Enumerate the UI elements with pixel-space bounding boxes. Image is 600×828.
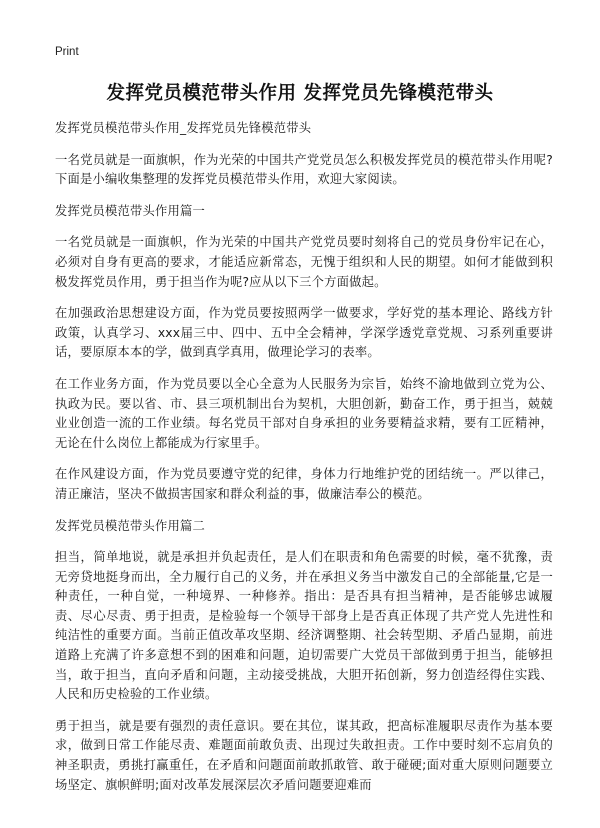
- paragraph: 勇于担当，就是要有强烈的责任意识。要在其位，谋其政，把高标准履职尽责作为基本要求，做到日常工作能尽责、难题面前敢负责、出现过失敢担责。工作中要时刻不忘肩负的神圣职责，勇挑打赢重任，在矛盾和问题面前敢抓敢管、敢于碰硬;面对重大原则问题要立场坚定、旗帜鲜明;面对改革发展深层次矛盾问题要迎难而: [55, 718, 553, 792]
- paragraph: 在作风建设方面，作为党员要遵守党的纪律，身体力行地维护党的团结统一。严以律己，清正廉洁，坚决不做损害国家和群众利益的事，做廉洁奉公的模范。: [55, 467, 553, 501]
- article-subtitle: 发挥党员模范带头作用_发挥党员先锋模范带头: [55, 121, 312, 135]
- paragraph: 一名党员就是一面旗帜，作为光荣的中国共产党党员要时刻将自己的党员身份牢记在心，必须对自身有更高的要求，才能适应新常态，无愧于组织和人民的期望。如何才能做到积极发挥党员作用，勇于担当作为呢?应从以下三个方面做起。: [55, 235, 553, 289]
- page-title: 发挥党员模范带头作用 发挥党员先锋模范带头: [106, 83, 494, 104]
- print-link[interactable]: Print: [55, 46, 79, 58]
- paragraph: 担当，简单地说，就是承担并负起责任，是人们在职责和角色需要的时候，毫不犹豫，责无旁贷地挺身而出，全力履行自己的义务，并在承担义务当中激发自己的全部能量,它是一种责任，一种自觉，一种境界、一种修养。指出：是否具有担当精神，是否能够忠诚履责、尽心尽责、勇于担责，是检验每一个领导干部身上是否真正体现了共产党人先进性和纯洁性的重要方面。当前正值改革攻坚期、经济调整期、社会转型期、矛盾凸显期，前进道路上充满了许多意想不到的困难和问题，迫切需要广大党员干部做到勇于担当，能够担当，敢于担当，直向矛盾和问题，主动接受挑战，大胆开拓创新，努力创造经得住实践、人民和历史检验的工作业绩。: [55, 550, 553, 702]
- section-heading: 发挥党员模范带头作用篇二: [55, 518, 205, 533]
- article-body: [55, 119, 553, 807]
- paragraph: 在加强政治思想建设方面，作为党员要按照两学一做要求，学好党的基本理论、路线方针政策，认真学习、xxx届三中、四中、五中全会精神，学深学透党章党规、习系列重要讲话，要原原本本的学，做到真学真用，做理论学习的表率。: [55, 306, 553, 360]
- intro-paragraph: 一名党员就是一面旗帜，作为光荣的中国共产党党员怎么积极发挥党员的模范带头作用呢?下面是小编收集整理的发挥党员模范带头作用，欢迎大家阅读。: [55, 152, 553, 187]
- paragraph: 在工作业务方面，作为党员要以全心全意为人民服务为宗旨，始终不渝地做到立党为公、执政为民。要以省、市、县三项机制出台为契机，大胆创新，勤奋工作，勇于担当，兢兢业业创造一流的工作业绩。每名党员干部对自身承担的业务要精益求精，要有工匠精神，无论在什么岗位上都能成为行家里手。: [55, 376, 553, 450]
- section-heading: 发挥党员模范带头作用篇一: [55, 203, 205, 218]
